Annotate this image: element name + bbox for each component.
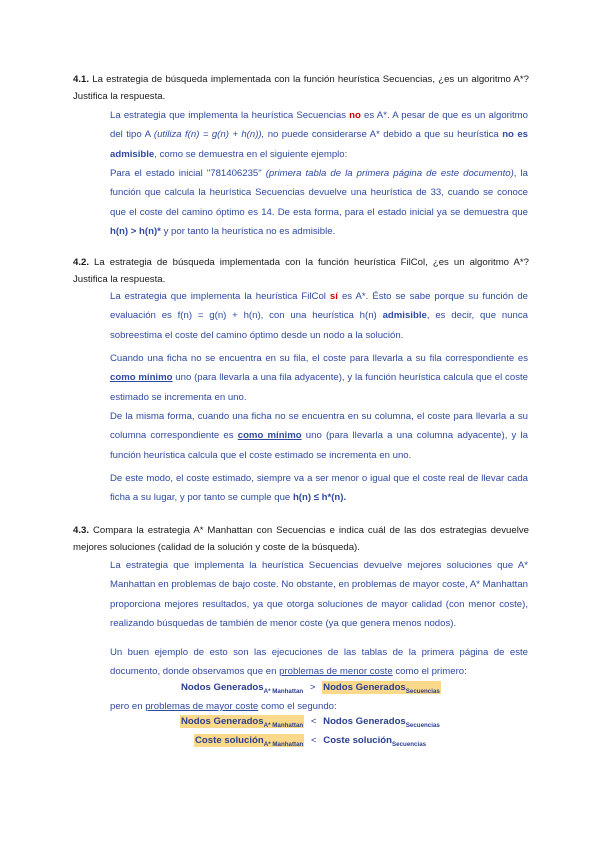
- answer-4-2-para-4: [110, 469, 528, 508]
- formula-right: [323, 735, 426, 746]
- question-number: 4.3.: [73, 525, 90, 536]
- formula-term: Coste solución: [195, 735, 264, 746]
- answer-emphasis-admissible: admisible: [382, 310, 427, 322]
- formula-subscript: A* Manhattan: [263, 741, 304, 748]
- formula-term: Nodos Generados: [181, 716, 264, 727]
- answer-formula: (utiliza f(n) = g(n) + h(n)),: [153, 129, 265, 141]
- answer-text: La estrategia que implementa la heurística Secuencias: [110, 110, 346, 121]
- formula-subscript: A* Manhattan: [263, 688, 304, 695]
- formula-subscript: A* Manhattan: [263, 722, 304, 729]
- answer-text: es A*. A pesar de que es un algoritmo del tipo A: [110, 110, 528, 141]
- answer-text: , es decir, que nunca sobreestima el coste del camino óptimo desde un nodo a la solución.: [110, 310, 528, 341]
- answer-text: De la misma forma, cuando una ficha no se encuentra en su columna, el coste para llevarla a su columna correspondiente es: [110, 411, 528, 442]
- formula-term: Nodos Generados: [323, 716, 406, 727]
- answer-emphasis-not-admissible: no es admisible: [110, 129, 528, 160]
- answer-text: Para el estado inicial "781406235": [110, 168, 262, 179]
- formula-operator: >: [309, 682, 316, 693]
- answer-inequality: h(n) ≤ h*(n).: [292, 492, 347, 504]
- answer-text: es A*. Ésto se sabe porque su función de evaluación es f(n) = g(n) + h(n), con una heurística h(n): [110, 291, 528, 322]
- formula-nodes-high-cost: [180, 714, 440, 734]
- answer-text: , como se demuestra en el siguiente ejemplo:: [154, 148, 348, 160]
- answer-text: y por tanto la heurística no es admisible.: [163, 226, 336, 238]
- answer-4-3-para-2: [110, 643, 528, 682]
- answer-text: De este modo, el coste estimado, siempre va a ser menor o igual que el coste real de llevar cada ficha a su lugar, y por tanto se cumple que: [110, 473, 528, 504]
- answer-4-1-para-1: [110, 106, 528, 164]
- answer-text: , la función que calcula la heurística Secuencias devuelve una heurística de 33, cuando se conoce que el coste del camino óptimo es 14. De esta forma, para el estado inicial ya se demuestra que: [110, 168, 528, 218]
- question-4-2: [73, 254, 529, 288]
- question-text: La estrategia de búsqueda implementada con la función heurística Secuencias, ¿es un algoritmo A*? Justifica la respuesta.: [73, 74, 529, 102]
- answer-text: uno (para llevarla a una columna adyacente), y la función heurística calcula que el coste estimado se incrementa en uno.: [110, 430, 528, 461]
- formula-right-highlighted: [322, 681, 441, 694]
- formula-subscript: Secuencias: [392, 741, 427, 748]
- answer-underlined-term: problemas de menor coste: [279, 666, 393, 678]
- answer-4-3-para-1: [110, 556, 528, 634]
- question-4-1: [73, 71, 529, 105]
- formula-term: Nodos Generados: [181, 682, 264, 693]
- formula-term: Coste solución: [323, 735, 393, 746]
- answer-emphasis-minimum: como mínimo: [237, 430, 302, 442]
- formula-left-highlighted: [180, 715, 304, 728]
- question-number: 4.1.: [73, 74, 90, 85]
- answer-text: no puede considerarse A* debido a que su heurística: [267, 129, 499, 141]
- question-4-3: [73, 522, 529, 556]
- answer-text: Un buen ejemplo de esto son las ejecuciones de las tablas de la primera página de este documento, donde observamos que en: [110, 647, 528, 678]
- answer-text: uno (para llevarla a una fila adyacente), y la función heurística calcula que el coste estimado se incrementa en uno.: [110, 372, 528, 403]
- answer-text: como el segundo:: [260, 701, 337, 712]
- answer-underlined-term: problemas de mayor coste: [145, 701, 259, 712]
- formula-term: Nodos Generados: [323, 682, 406, 693]
- answer-text: La estrategia que implementa la heurística FilCol: [110, 291, 326, 302]
- answer-4-2-para-1: [110, 287, 528, 345]
- answer-text: como el primero:: [395, 666, 467, 678]
- formula-operator: <: [310, 716, 317, 727]
- formula-subscript: Secuencias: [405, 688, 440, 695]
- answer-text: La estrategia que implementa la heurística Secuencias devuelve mejores soluciones que A* Manhattan en problemas de bajo coste. No obstante, en problemas de mayor coste, A* Manhattan proporciona mejores resultados, ya que otorga soluciones de mayor calidad (con menor coste), realizando búsquedas de también de menor coste (ya que genera menos nodos).: [110, 560, 528, 630]
- formula-right: [323, 716, 440, 727]
- answer-4-2-para-2: [110, 349, 528, 407]
- answer-emphasis-yes: sí: [329, 291, 338, 302]
- answer-4-2-para-3: [110, 407, 528, 465]
- formula-left: [181, 682, 303, 693]
- answer-emphasis-minimum: como mínimo: [110, 372, 173, 384]
- answer-reference: (primera tabla de la primera página de este documento): [265, 168, 514, 179]
- formula-operator: <: [310, 735, 317, 746]
- answer-emphasis-no: no: [349, 110, 361, 121]
- answer-4-1-para-2: [110, 164, 528, 242]
- question-number: 4.2.: [73, 257, 90, 268]
- formula-left-highlighted: [194, 734, 304, 747]
- formula-cost-high-cost: [194, 733, 426, 753]
- answer-text: Cuando una ficha no se encuentra en su fila, el coste para llevarla a su fila correspondiente es: [110, 353, 528, 364]
- answer-inequality: h(n) > h(n)*: [110, 226, 161, 238]
- question-text: Compara la estrategia A* Manhattan con Secuencias e indica cuál de las dos estrategias devuelve mejores soluciones (calidad de la solución y coste de la búsqueda).: [73, 525, 529, 553]
- formula-subscript: Secuencias: [405, 722, 440, 729]
- question-text: La estrategia de búsqueda implementada con la función heurística FilCol, ¿es un algoritmo A*? Justifica la respuesta.: [73, 257, 529, 285]
- answer-text: pero en: [110, 701, 143, 712]
